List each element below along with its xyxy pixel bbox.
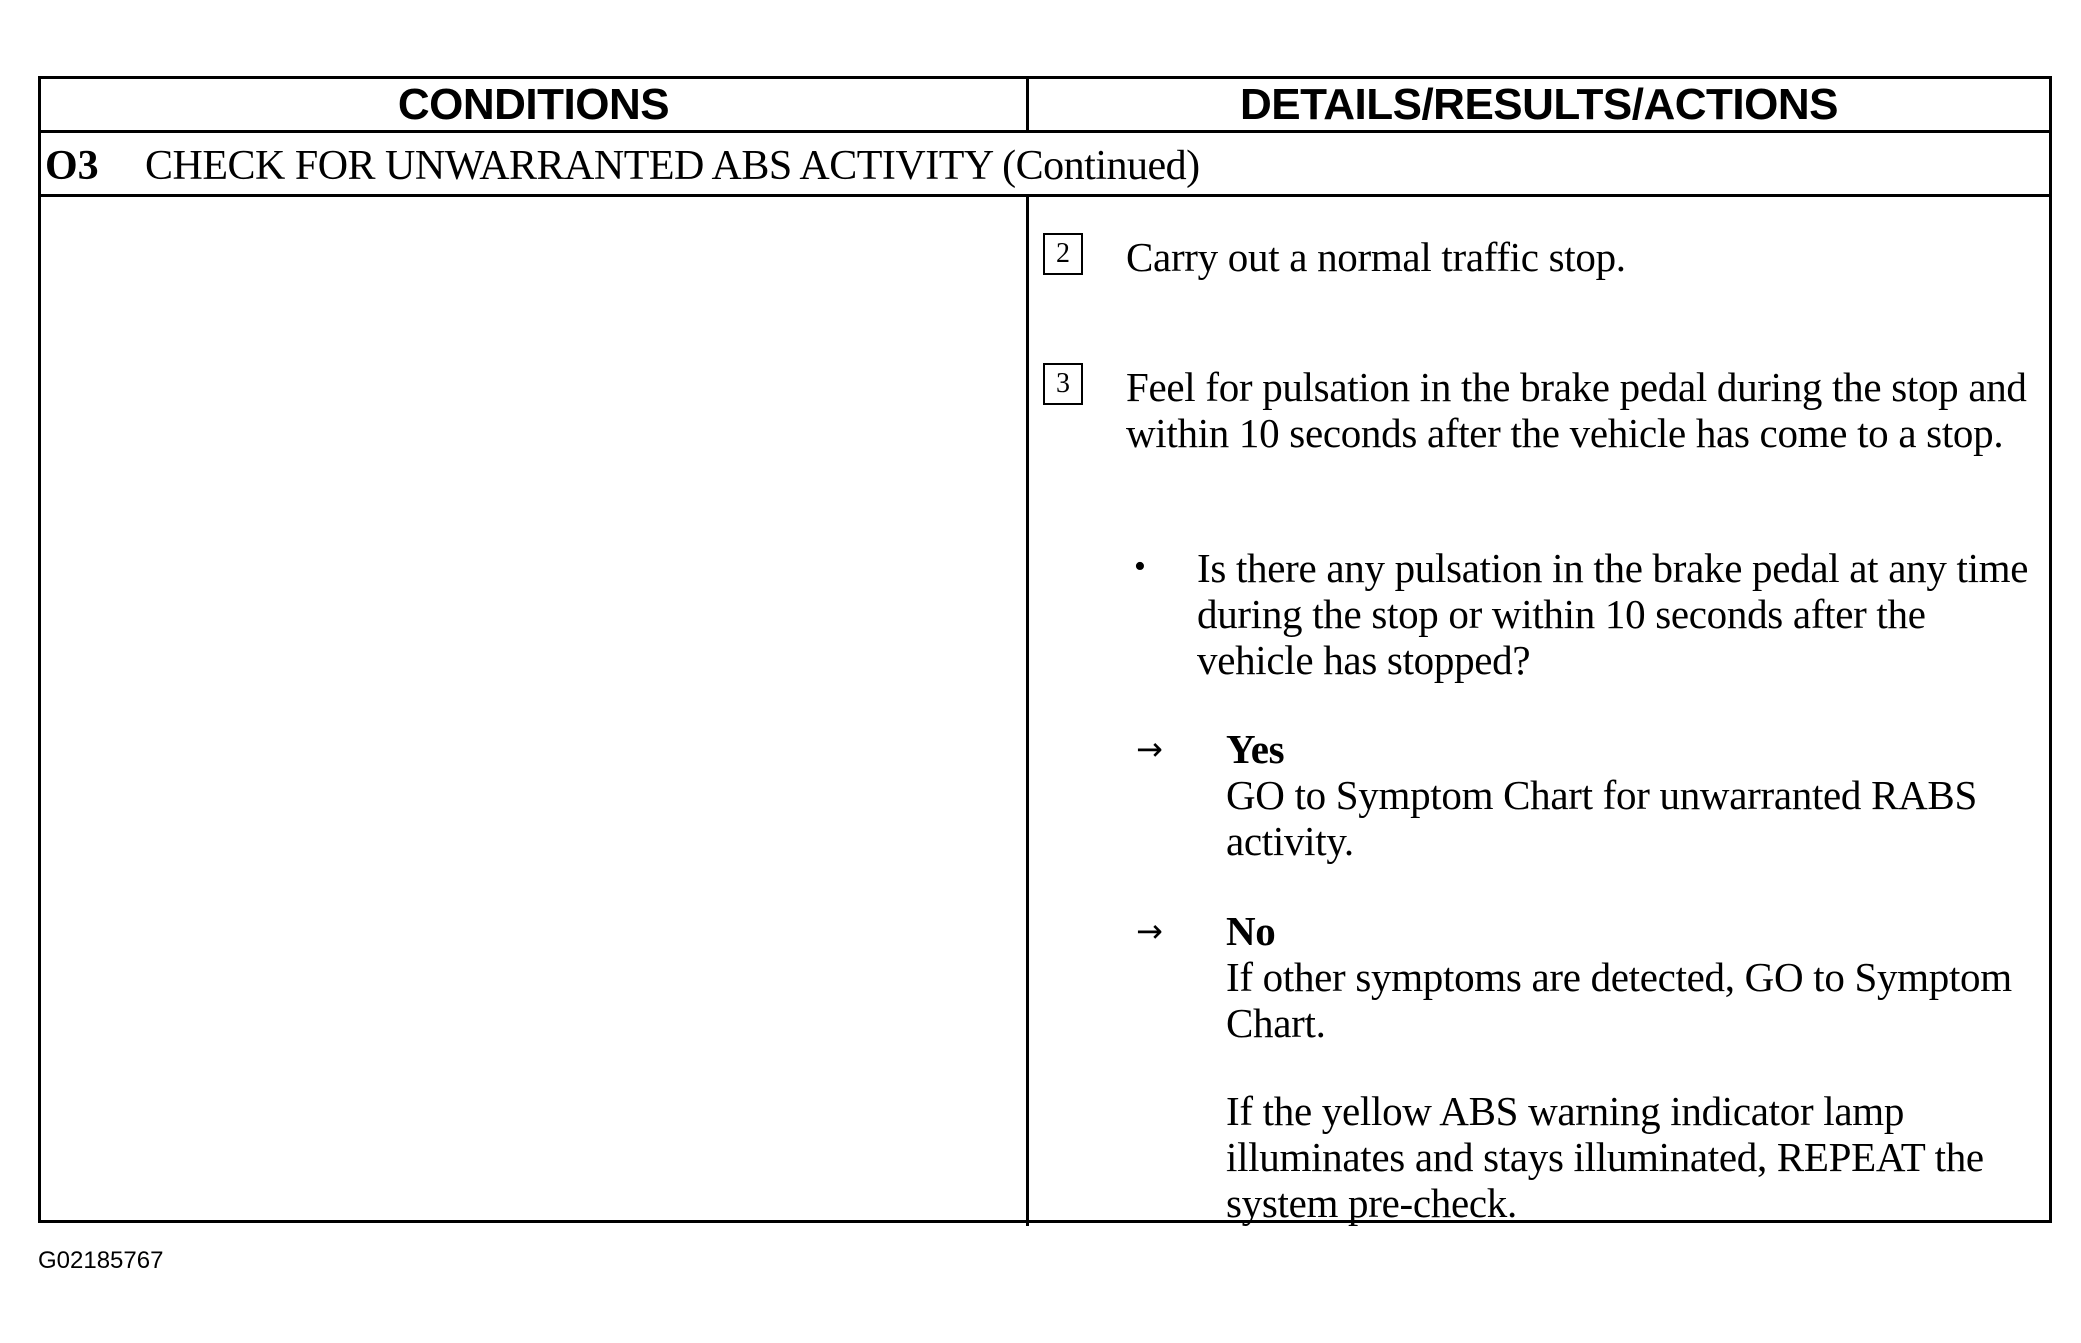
no-answer: [1226, 908, 2046, 1046]
yes-label: Yes: [1226, 726, 1285, 772]
arrow-right-icon: →: [1136, 730, 1163, 768]
bullet-icon: •: [1134, 548, 1146, 585]
body-column-divider: [1026, 194, 1029, 1226]
section-number: O3: [45, 143, 99, 189]
table-header-row: [41, 79, 2049, 133]
header-column-divider: [1026, 79, 1029, 133]
section-title-row: [41, 133, 2049, 197]
yes-action-text: GO to Symptom Chart for unwarranted RABS activity.: [1226, 772, 1977, 864]
yes-answer: [1226, 726, 2046, 864]
step-number-box: 3: [1043, 363, 1083, 405]
arrow-right-icon: →: [1136, 912, 1163, 950]
details-results-actions-header: DETAILS/RESULTS/ACTIONS: [1240, 80, 1838, 129]
figure-code: G02185767: [38, 1247, 164, 1274]
no-action-text: If other symptoms are detected, GO to Symptom Chart.: [1226, 954, 2012, 1046]
no-action-text-2: If the yellow ABS warning indicator lamp illuminates and stays illuminated, REPEAT the system pre-check.: [1226, 1088, 1984, 1226]
step-text: Feel for pulsation in the brake pedal during the stop and within 10 seconds after the vehicle has come to a stop.: [1126, 364, 2027, 456]
section-title: CHECK FOR UNWARRANTED ABS ACTIVITY (Continued): [145, 143, 1200, 189]
step-text: Carry out a normal traffic stop.: [1126, 234, 1626, 280]
no-label: No: [1226, 908, 1276, 954]
conditions-cell: [41, 194, 1026, 1223]
question-text: Is there any pulsation in the brake pedal at any time during the stop or within 10 seconds after the vehicle has stopped?: [1197, 545, 2029, 683]
step-number-box: 2: [1043, 233, 1083, 275]
conditions-header: CONDITIONS: [397, 80, 670, 129]
